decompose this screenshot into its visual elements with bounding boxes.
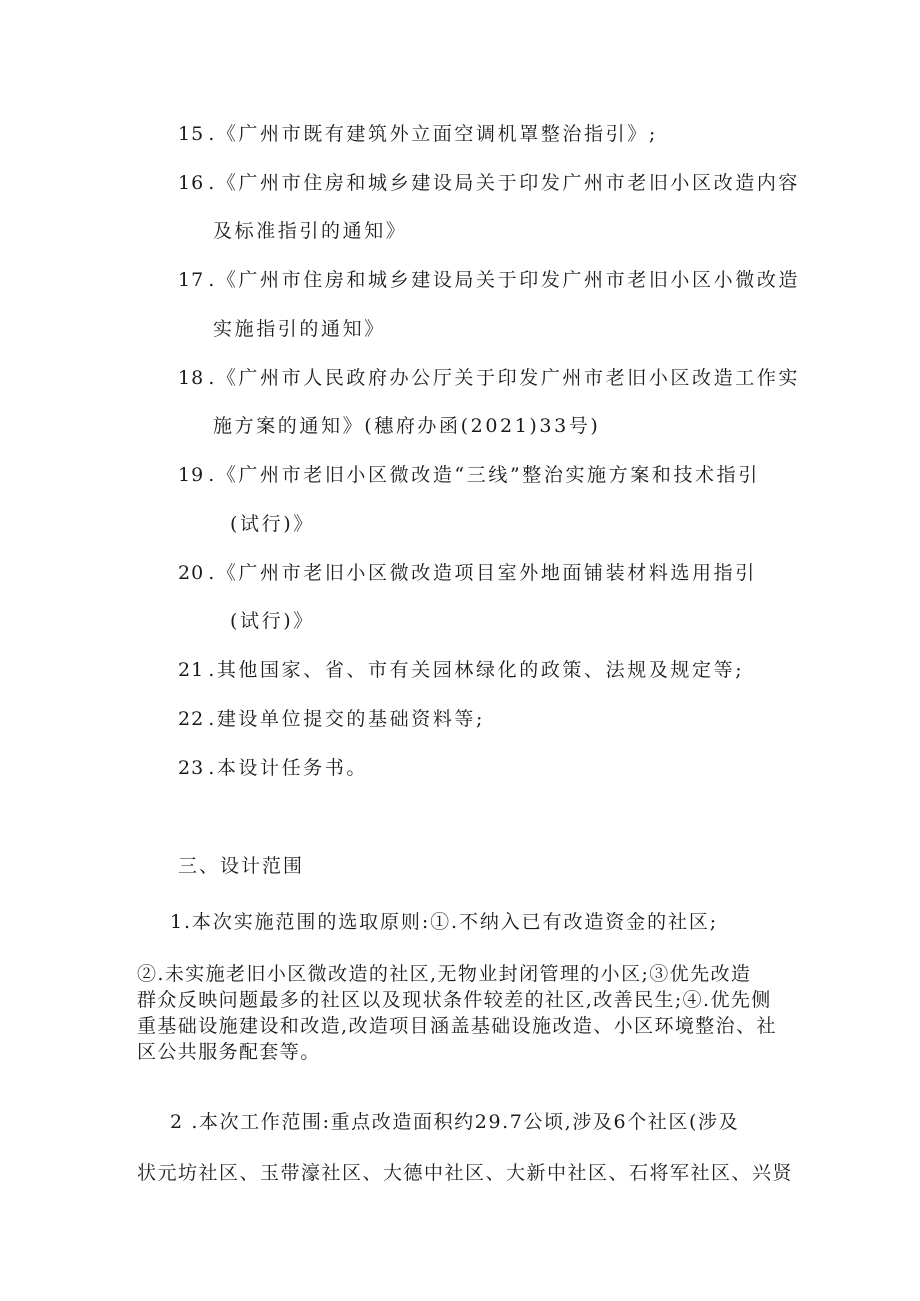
ref-number: 21 <box>178 659 205 681</box>
ref-item-16-cont: 及标准指引的通知》 <box>213 220 408 242</box>
ref-item-18 <box>178 366 800 390</box>
ref-text: .其他国家、省、市有关园林绿化的政策、法规及规定等; <box>208 659 745 681</box>
scope-principle-line: 重基础设施建设和改造,改造项目涵盖基础设施改造、小区环境整治、社 <box>137 1015 777 1037</box>
ref-item-19 <box>178 463 760 487</box>
scope-principle-line: 区公共服务配套等。 <box>137 1041 321 1063</box>
ref-item-22 <box>178 707 485 731</box>
ref-item-23 <box>178 756 368 780</box>
ref-number: 17 <box>178 269 205 291</box>
scope-principle-line: ②.未实施老旧小区微改造的社区,无物业封闭管理的小区;③优先改造 <box>137 963 752 985</box>
ref-number: 16 <box>178 172 205 194</box>
scope-principle-line: 群众反映问题最多的社区以及现状条件较差的社区,改善民生;④.优先侧 <box>137 989 772 1011</box>
ref-text: .本设计任务书。 <box>208 757 369 779</box>
ref-item-21 <box>178 658 744 682</box>
ref-item-16 <box>178 171 800 195</box>
ref-text: .《广州市既有建筑外立面空调机罩整治指引》; <box>208 123 658 145</box>
work-scope-first-line: 2 .本次工作范围:重点改造面积约29.7公顷,涉及6个社区(涉及 <box>170 1111 740 1133</box>
ref-text: .《广州市老旧小区微改造项目室外地面铺装材料选用指引 <box>208 562 757 584</box>
work-scope-line: 状元坊社区、玉带濠社区、大德中社区、大新中社区、石将军社区、兴贤 <box>137 1162 794 1184</box>
ref-item-20 <box>178 561 757 585</box>
ref-item-17-cont: 实施指引的通知》 <box>213 318 386 340</box>
section-heading: 三、设计范围 <box>178 855 305 877</box>
ref-item-18-cont: 施方案的通知》(穗府办函(2021)33号) <box>213 415 601 437</box>
ref-text: .《广州市老旧小区微改造“三线”整治实施方案和技术指引 <box>208 464 760 486</box>
ref-number: 22 <box>178 708 205 730</box>
ref-item-15 <box>178 122 658 146</box>
ref-number: 19 <box>178 464 205 486</box>
ref-item-19-cont: (试行)》 <box>230 513 315 535</box>
ref-number: 23 <box>178 757 205 779</box>
ref-text: .《广州市住房和城乡建设局关于印发广州市老旧小区小微改造 <box>208 269 801 291</box>
ref-text: .建设单位提交的基础资料等; <box>208 708 486 730</box>
ref-number: 20 <box>178 562 205 584</box>
ref-text: .《广州市住房和城乡建设局关于印发广州市老旧小区改造内容 <box>208 172 801 194</box>
ref-number: 18 <box>178 367 205 389</box>
ref-text: .《广州市人民政府办公厅关于印发广州市老旧小区改造工作实 <box>208 367 801 389</box>
ref-item-17 <box>178 268 800 292</box>
ref-number: 15 <box>178 123 205 145</box>
ref-item-20-cont: (试行)》 <box>230 610 315 632</box>
scope-principle-first-line: 1.本次实施范围的选取原则:①.不纳入已有改造资金的社区; <box>170 911 719 933</box>
